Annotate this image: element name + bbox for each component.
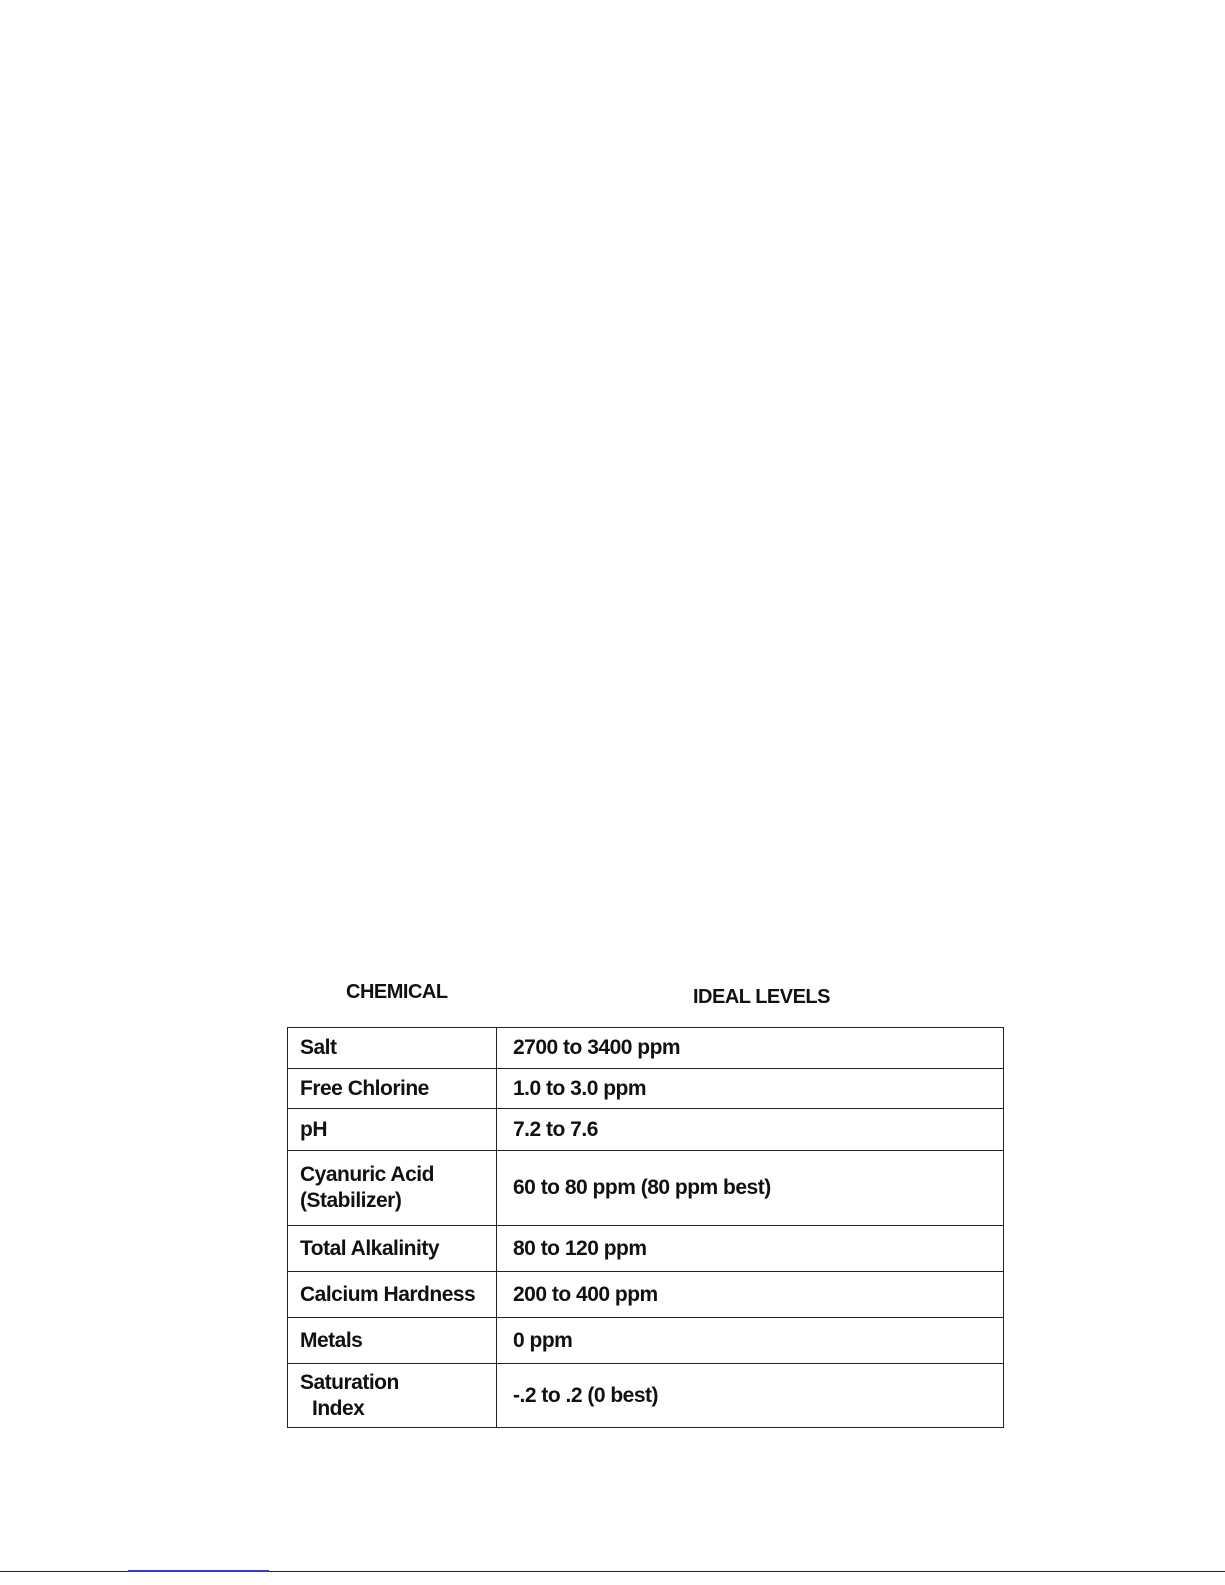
column-header-chemical: CHEMICAL	[346, 981, 448, 1003]
chemical-cell-line: Cyanuric Acid	[300, 1163, 434, 1186]
level-cell: 60 to 80 ppm (80 ppm best)	[497, 1151, 1004, 1226]
table-row	[288, 1069, 1004, 1109]
level-cell: 0 ppm	[497, 1318, 1004, 1364]
chemical-cell: pH	[288, 1109, 497, 1151]
chemical-cell	[288, 1151, 497, 1226]
chemical-levels-table	[287, 1027, 1004, 1428]
table-row	[288, 1272, 1004, 1318]
column-header-ideal-levels: IDEAL LEVELS	[693, 986, 830, 1008]
level-cell: 1.0 to 3.0 ppm	[497, 1069, 1004, 1109]
chemical-cell-line: Index	[312, 1396, 365, 1420]
table-row	[288, 1028, 1004, 1069]
table-row	[288, 1364, 1004, 1428]
chemical-cell	[288, 1364, 497, 1428]
level-cell: 7.2 to 7.6	[497, 1109, 1004, 1151]
chemical-cell: Free Chlorine	[288, 1069, 497, 1109]
footnote-link-underline	[128, 1570, 269, 1572]
table-row	[288, 1226, 1004, 1272]
level-cell: 80 to 120 ppm	[497, 1226, 1004, 1272]
level-cell: 200 to 400 ppm	[497, 1272, 1004, 1318]
chemical-cell: Calcium Hardness	[288, 1272, 497, 1318]
chemical-cell: Total Alkalinity	[288, 1226, 497, 1272]
table-row	[288, 1109, 1004, 1151]
table-row	[288, 1151, 1004, 1226]
chemical-cell: Salt	[288, 1028, 497, 1069]
chemical-cell-line: (Stabilizer)	[300, 1189, 402, 1212]
level-cell: 2700 to 3400 ppm	[497, 1028, 1004, 1069]
chemical-cell-line: Saturation	[300, 1370, 399, 1394]
chemical-cell: Metals	[288, 1318, 497, 1364]
level-cell: -.2 to .2 (0 best)	[497, 1364, 1004, 1428]
table-row	[288, 1318, 1004, 1364]
